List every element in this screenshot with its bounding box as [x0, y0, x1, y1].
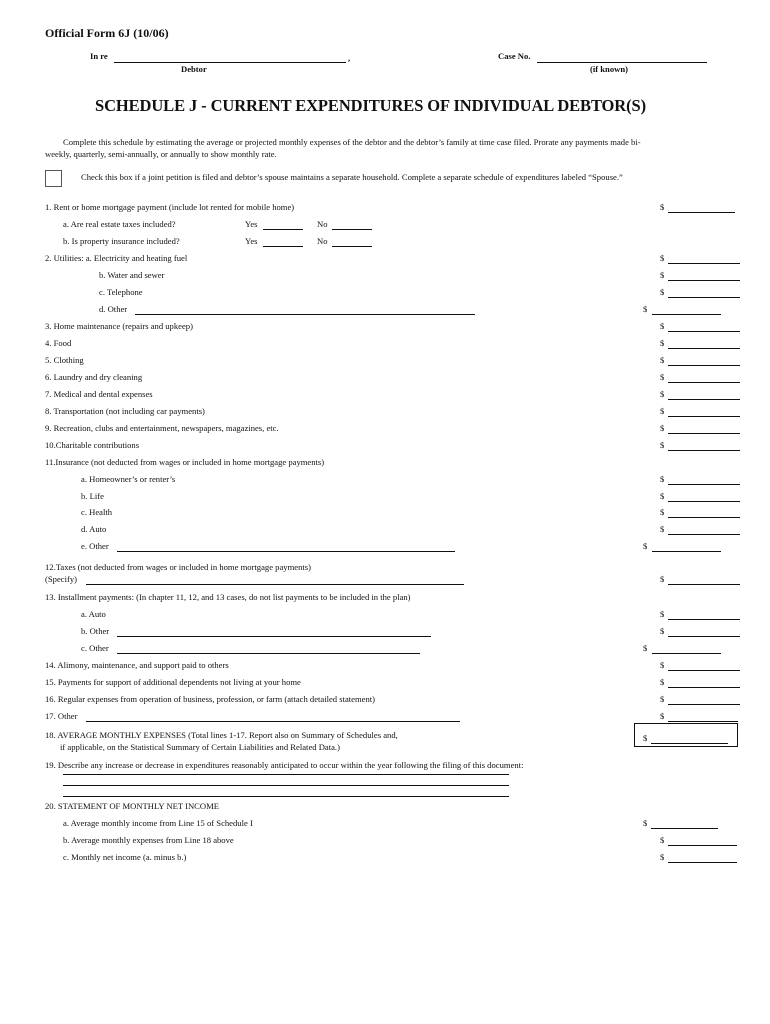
line-19-field-3[interactable] — [63, 796, 509, 797]
line-17-amount[interactable] — [668, 711, 738, 722]
dollar-sign: $ — [660, 835, 665, 845]
line-4-label: 4. Food — [45, 338, 72, 348]
line-14-amount[interactable] — [668, 660, 740, 671]
dollar-sign: $ — [660, 474, 665, 484]
line-13c-description[interactable] — [117, 653, 420, 654]
line-20c-amount[interactable] — [668, 852, 737, 863]
line-2d-amount[interactable] — [652, 304, 721, 315]
dollar-sign: $ — [643, 541, 648, 551]
line-20b-label: b. Average monthly expenses from Line 18 above — [63, 835, 234, 845]
line-11b-amount[interactable] — [668, 491, 740, 502]
line-12-amount[interactable] — [668, 574, 740, 585]
dollar-sign: $ — [643, 818, 648, 828]
line-17-label: 17. Other — [45, 711, 78, 721]
line-1-amount[interactable] — [668, 202, 735, 213]
line-13a-amount[interactable] — [668, 609, 740, 620]
debtor-label: Debtor — [181, 64, 207, 74]
line-13b-label: b. Other — [81, 626, 110, 636]
joint-petition-checkbox[interactable] — [45, 170, 62, 187]
intro-text-line2: weekly, quarterly, semi-annually, or annually to show monthly rate. — [45, 149, 277, 159]
line-2-label: 2. Utilities: a. Electricity and heating fuel — [45, 253, 188, 263]
dollar-sign: $ — [660, 524, 665, 534]
line-11c-amount[interactable] — [668, 507, 740, 518]
debtor-name-field[interactable] — [114, 62, 346, 63]
yes-label: Yes — [245, 219, 258, 229]
line-2d-description[interactable] — [135, 314, 475, 315]
line-13c-amount[interactable] — [652, 643, 721, 654]
line-17-description[interactable] — [86, 721, 460, 722]
line-11d-label: d. Auto — [81, 524, 107, 534]
line-15-label: 15. Payments for support of additional dependents not living at your home — [45, 677, 301, 687]
line-14-label: 14. Alimony, maintenance, and support paid to others — [45, 660, 229, 670]
line-3-amount[interactable] — [668, 321, 740, 332]
line-11e-amount[interactable] — [652, 541, 721, 552]
form-id: Official Form 6J (10/06) — [45, 26, 169, 40]
case-no-label: Case No. — [498, 51, 531, 61]
line-11e-description[interactable] — [117, 551, 455, 552]
line-2c-label: c. Telephone — [99, 287, 143, 297]
dollar-sign: $ — [660, 609, 665, 619]
line-20b-amount[interactable] — [668, 835, 737, 846]
line-12-label: 12.Taxes (not deducted from wages or included in home mortgage payments) — [45, 562, 311, 572]
line-12-specify-label: (Specify) — [45, 574, 77, 584]
no-label: No — [317, 219, 328, 229]
line-2b-label: b. Water and sewer — [99, 270, 165, 280]
dollar-sign: $ — [660, 406, 665, 416]
no-label: No — [317, 236, 328, 246]
line-2a-amount[interactable] — [668, 253, 740, 264]
case-number-field[interactable] — [537, 62, 707, 63]
dollar-sign: $ — [660, 253, 665, 263]
dollar-sign: $ — [643, 733, 648, 743]
dollar-sign: $ — [660, 852, 665, 862]
line-20a-amount[interactable] — [651, 818, 718, 829]
line-1a-label: a. Are real estate taxes included? — [63, 219, 176, 229]
line-13-label: 13. Installment payments: (In chapter 11, 12, and 13 cases, do not list payments to be included in the plan) — [45, 592, 411, 602]
page-title: SCHEDULE J - CURRENT EXPENDITURES OF INDIVIDUAL DEBTOR(S) — [95, 96, 646, 115]
dollar-sign: $ — [660, 574, 665, 584]
line-16-amount[interactable] — [668, 694, 740, 705]
dollar-sign: $ — [660, 321, 665, 331]
line-2b-amount[interactable] — [668, 270, 740, 281]
dollar-sign: $ — [660, 507, 665, 517]
dollar-sign: $ — [660, 694, 665, 704]
joint-checkbox-text: Check this box if a joint petition is filed and debtor’s spouse maintains a separate household. Complete a separate schedule of expenditures labeled “Spouse.” — [81, 172, 623, 182]
line-19-label: 19. Describe any increase or decrease in expenditures reasonably anticipated to occur within the year following the filing of this document: — [45, 760, 524, 770]
line-11c-label: c. Health — [81, 507, 113, 517]
dollar-sign: $ — [660, 287, 665, 297]
dollar-sign: $ — [660, 423, 665, 433]
line-2c-amount[interactable] — [668, 287, 740, 298]
dollar-sign: $ — [660, 660, 665, 670]
line-7-amount[interactable] — [668, 389, 740, 400]
line-19-field-2[interactable] — [63, 785, 509, 786]
line-1b-label: b. Is property insurance included? — [63, 236, 180, 246]
dollar-sign: $ — [660, 711, 665, 721]
dollar-sign: $ — [660, 270, 665, 280]
dollar-sign: $ — [660, 491, 665, 501]
line-11a-label: a. Homeowner’s or renter’s — [81, 474, 176, 484]
line-11e-label: e. Other — [81, 541, 109, 551]
intro-text-line1: Complete this schedule by estimating the average or projected monthly expenses of the debtor and the debtor’s family at time case filed. Prorate any payments made bi- — [63, 137, 641, 147]
line-9-amount[interactable] — [668, 423, 740, 434]
comma: , — [348, 53, 351, 63]
line-7-label: 7. Medical and dental expenses — [45, 389, 153, 399]
line-16-label: 16. Regular expenses from operation of business, profession, or farm (attach detailed statement) — [45, 694, 376, 704]
line-11a-amount[interactable] — [668, 474, 740, 485]
line-5-label: 5. Clothing — [45, 355, 84, 365]
dollar-sign: $ — [660, 338, 665, 348]
line-2d-label: d. Other — [99, 304, 128, 314]
line-20-label: 20. STATEMENT OF MONTHLY NET INCOME — [45, 801, 219, 811]
line-18-amount[interactable] — [651, 733, 728, 744]
dollar-sign: $ — [660, 677, 665, 687]
line-1a-no-field[interactable] — [332, 229, 372, 230]
line-1-label: 1. Rent or home mortgage payment (include lot rented for mobile home) — [45, 202, 295, 212]
line-6-amount[interactable] — [668, 372, 740, 383]
line-11d-amount[interactable] — [668, 524, 740, 535]
yes-label: Yes — [245, 236, 258, 246]
line-1b-yes-field[interactable] — [263, 246, 303, 247]
dollar-sign: $ — [643, 304, 648, 314]
line-15-amount[interactable] — [668, 677, 740, 688]
line-8-label: 8. Transportation (not including car payments) — [45, 406, 205, 416]
line-11-label: 11.Insurance (not deducted from wages or included in home mortgage payments) — [45, 457, 325, 467]
dollar-sign: $ — [643, 643, 648, 653]
line-1b-no-field[interactable] — [332, 246, 372, 247]
line-1a-yes-field[interactable] — [263, 229, 303, 230]
line-4-amount[interactable] — [668, 338, 740, 349]
line-11b-label: b. Life — [81, 491, 104, 501]
line-20a-label: a. Average monthly income from Line 15 of Schedule I — [63, 818, 253, 828]
line-13c-label: c. Other — [81, 643, 109, 653]
line-10-label: 10.Charitable contributions — [45, 440, 140, 450]
line-10-amount[interactable] — [668, 440, 740, 451]
line-13b-description[interactable] — [117, 636, 431, 637]
dollar-sign: $ — [660, 389, 665, 399]
line-20c-label: c. Monthly net income (a. minus b.) — [63, 852, 187, 862]
dollar-sign: $ — [660, 202, 665, 212]
line-9-label: 9. Recreation, clubs and entertainment, newspapers, magazines, etc. — [45, 423, 279, 433]
line-13b-amount[interactable] — [668, 626, 740, 637]
line-3-label: 3. Home maintenance (repairs and upkeep) — [45, 321, 193, 331]
line-13a-label: a. Auto — [81, 609, 106, 619]
if-known-label: (if known) — [590, 64, 628, 74]
line-19-field-1[interactable] — [63, 774, 509, 775]
line-6-label: 6. Laundry and dry cleaning — [45, 372, 143, 382]
dollar-sign: $ — [660, 626, 665, 636]
line-12-specify-field[interactable] — [86, 584, 464, 585]
dollar-sign: $ — [660, 355, 665, 365]
line-5-amount[interactable] — [668, 355, 740, 366]
dollar-sign: $ — [660, 372, 665, 382]
line-8-amount[interactable] — [668, 406, 740, 417]
line-18-label: 18. AVERAGE MONTHLY EXPENSES (Total lines 1-17. Report also on Summary of Schedules and, — [45, 730, 398, 740]
line-18-label-cont: if applicable, on the Statistical Summary of Certain Liabilities and Related Data.) — [60, 742, 340, 752]
dollar-sign: $ — [660, 440, 665, 450]
in-re-label: In re — [90, 51, 108, 61]
